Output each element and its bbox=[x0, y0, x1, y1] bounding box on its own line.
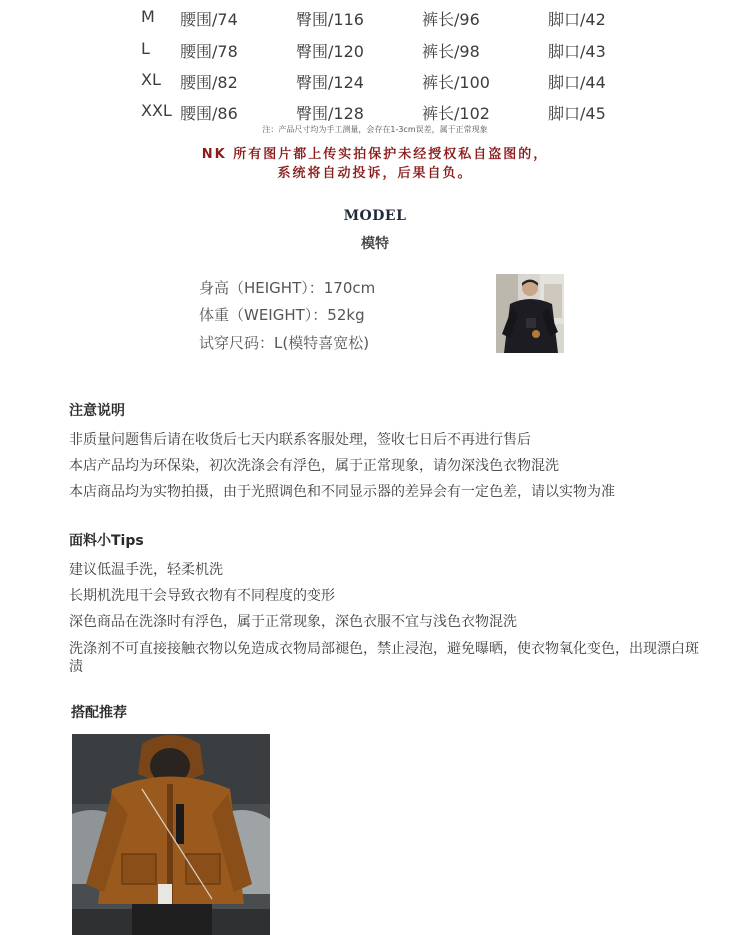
size-row-m bbox=[0, 7, 750, 31]
hip-value: 臀围/128 bbox=[296, 104, 364, 123]
length-value: 裤长/96 bbox=[422, 10, 480, 29]
size-label: L bbox=[141, 39, 150, 58]
length-value: 裤长/98 bbox=[422, 42, 480, 61]
size-row-xl bbox=[0, 70, 750, 94]
hip-value: 臀围/116 bbox=[296, 10, 364, 29]
hem-value: 脚口/45 bbox=[548, 104, 606, 123]
tips-item: 深色商品在洗涤时有浮色，属于正常现象，深色衣服不宜与浅色衣物混洗 bbox=[69, 614, 517, 630]
notice-item: 本店商品均为实物拍摄，由于光照调色和不同显示器的差异会有一定色差，请以实物为准 bbox=[69, 484, 615, 500]
size-row-l bbox=[0, 39, 750, 63]
model-photo bbox=[496, 274, 564, 353]
length-value: 裤长/100 bbox=[422, 73, 490, 92]
model-subtitle: 模特 bbox=[361, 236, 389, 252]
hem-value: 脚口/44 bbox=[548, 73, 606, 92]
waist-value: 腰围/78 bbox=[180, 42, 238, 61]
length-value: 裤长/102 bbox=[422, 104, 490, 123]
copyright-warning-line1: NK 所有图片都上传实拍保护未经授权私自盗图的， bbox=[201, 147, 549, 162]
notice-item: 本店产品均为环保染，初次洗涤会有浮色，属于正常现象，请勿深浅色衣物混洗 bbox=[69, 458, 559, 474]
outfit-photo bbox=[72, 734, 270, 935]
waist-value: 腰围/74 bbox=[180, 10, 238, 29]
size-label: XXL bbox=[141, 101, 172, 120]
model-size: 试穿尺码：L(模特喜宽松) bbox=[199, 334, 370, 352]
hem-value: 脚口/43 bbox=[548, 42, 606, 61]
size-label: XL bbox=[141, 70, 161, 89]
notice-title: 注意说明 bbox=[69, 403, 125, 419]
size-row-xxl bbox=[0, 101, 750, 125]
tips-item: 长期机洗甩干会导致衣物有不同程度的变形 bbox=[69, 588, 335, 604]
tips-title: 面料小Tips bbox=[69, 533, 144, 549]
model-weight: 体重（WEIGHT）：52kg bbox=[199, 306, 365, 324]
tips-item: 建议低温手洗，轻柔机洗 bbox=[69, 562, 223, 578]
copyright-warning-line2: 系统将自动投诉，后果自负。 bbox=[277, 166, 473, 181]
tips-item: 洗涤剂不可直接接触衣物以免造成衣物局部褪色，禁止浸泡，避免曝晒，使衣物氧化变色，出现漂白斑渍 bbox=[69, 641, 699, 675]
waist-value: 腰围/86 bbox=[180, 104, 238, 123]
waist-value: 腰围/82 bbox=[180, 73, 238, 92]
size-label: M bbox=[141, 7, 155, 26]
size-note: 注：产品尺寸均为手工测量，会存在1-3cm误差，属于正常现象 bbox=[262, 125, 488, 134]
model-title: MODEL bbox=[343, 208, 407, 224]
model-height: 身高（HEIGHT）：170cm bbox=[199, 279, 376, 297]
notice-item: 非质量问题售后请在收货后七天内联系客服处理，签收七日后不再进行售后 bbox=[69, 432, 531, 448]
hip-value: 臀围/124 bbox=[296, 73, 364, 92]
hem-value: 脚口/42 bbox=[548, 10, 606, 29]
hip-value: 臀围/120 bbox=[296, 42, 364, 61]
recommend-title: 搭配推荐 bbox=[71, 705, 127, 721]
